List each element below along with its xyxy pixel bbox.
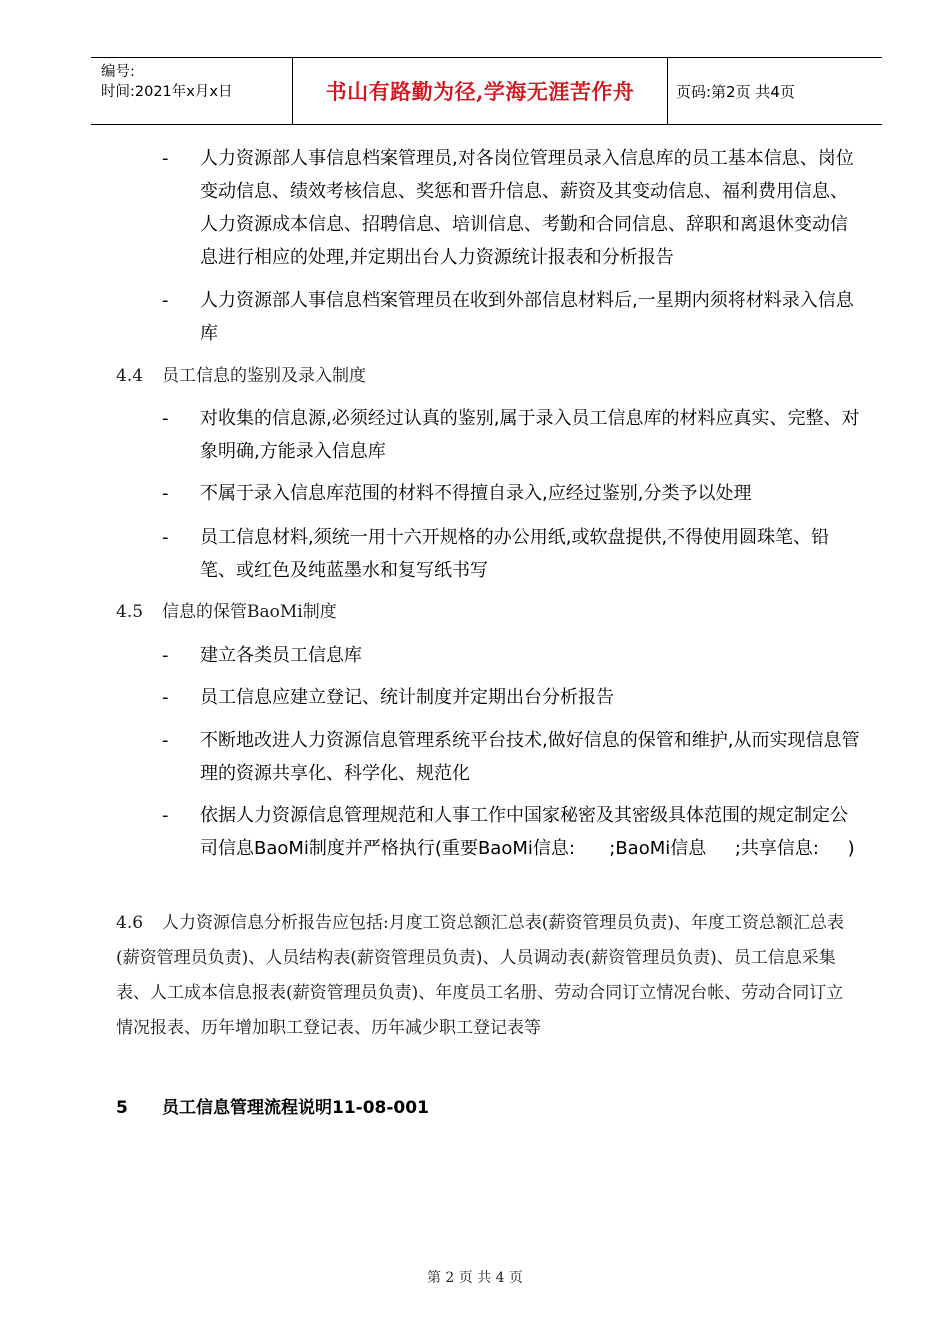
list-item [162, 799, 882, 865]
page-header [91, 57, 882, 125]
list-item-text: 员工信息材料,须统一用十六开规格的办公用纸,或软盘提供,不得使用圆珠笔、铅笔、或红色及纯蓝墨水和复写纸书写 [200, 527, 830, 581]
section-title: 员工信息的鉴别及录入制度 [162, 366, 366, 386]
bullet-dash: - [162, 527, 169, 548]
header-meta [91, 58, 293, 124]
section-heading-4-4 [116, 359, 856, 394]
document-code-label: 编号: [101, 64, 135, 80]
bullet-dash: - [162, 645, 169, 666]
section-heading-4-5 [116, 595, 856, 630]
list-item-text: 不断地改进人力资源信息管理系统平台技术,做好信息的保管和维护,从而实现信息管理的资源共享化、科学化、规范化 [200, 730, 860, 784]
list-item [162, 142, 882, 274]
header-page-info: 页码:第2页 共4页 [676, 82, 795, 101]
bullet-dash: - [162, 687, 169, 708]
document-date-label: 时间:2021年x月x日 [101, 84, 233, 100]
list-item-text: 对收集的信息源,必须经过认真的鉴别,属于录入员工信息库的材料应真实、完整、对象明确,方能录入信息库 [200, 408, 860, 462]
bullet-dash: - [162, 805, 169, 826]
bullet-dash: - [162, 483, 169, 504]
section-paragraph-4-6 [116, 906, 856, 1046]
bullet-dash: - [162, 290, 169, 311]
list-item [162, 402, 882, 468]
header-motto: 书山有路勤为径,学海无涯苦作舟 [293, 58, 668, 124]
list-item [162, 639, 882, 672]
list-item-text: 人力资源部人事信息档案管理员在收到外部信息材料后,一星期内须将材料录入信息库 [200, 290, 854, 344]
bullet-dash: - [162, 148, 169, 169]
list-item-text: 建立各类员工信息库 [200, 645, 362, 666]
bullet-dash: - [162, 730, 169, 751]
section-number: 4.6 [116, 913, 144, 933]
section-number: 4.5 [116, 602, 144, 622]
list-item-text: 依据人力资源信息管理规范和人事工作中国家秘密及其密级具体范围的规定制定公司信息BaoMi制度并严格执行(重要BaoMi信息: ;BaoMi信息 ;共享信息: ) [200, 805, 855, 859]
list-item [162, 521, 882, 587]
list-item [162, 681, 882, 714]
section-heading-5 [116, 1093, 429, 1123]
section-number: 4.4 [116, 366, 144, 386]
list-item-text: 不属于录入信息库范围的材料不得擅自录入,应经过鉴别,分类予以处理 [200, 483, 752, 504]
section-title: 信息的保管BaoMi制度 [162, 602, 337, 622]
list-item [162, 284, 882, 350]
list-item [162, 724, 882, 790]
section-title: 员工信息管理流程说明11-08-001 [162, 1098, 429, 1118]
list-item-text: 人力资源部人事信息档案管理员,对各岗位管理员录入信息库的员工基本信息、岗位变动信息、绩效考核信息、奖惩和晋升信息、薪资及其变动信息、福利费用信息、人力资源成本信息、招聘信息、培训信息、考勤和合同信息、辞职和离退休变动信息进行相应的处理,并定期出台人力资源统计报表和分析报告 [200, 148, 854, 268]
section-text: 人力资源信息分析报告应包括:月度工资总额汇总表(薪资管理员负责)、年度工资总额汇总表(薪资管理员负责)、人员结构表(薪资管理员负责)、人员调动表(薪资管理员负责)、员工信息采集表、人工成本信息报表(薪资管理员负责)、年度员工名册、劳动合同订立情况台帐、劳动合同订立情况报表、历年增加职工登记表、历年减少职工登记表等 [116, 913, 844, 1038]
section-number: 5 [116, 1098, 128, 1118]
page-footer: 第 2 页 共 4 页 [426, 1270, 524, 1286]
list-item [162, 477, 882, 510]
bullet-dash: - [162, 408, 169, 429]
list-item-text: 员工信息应建立登记、统计制度并定期出台分析报告 [200, 687, 614, 708]
